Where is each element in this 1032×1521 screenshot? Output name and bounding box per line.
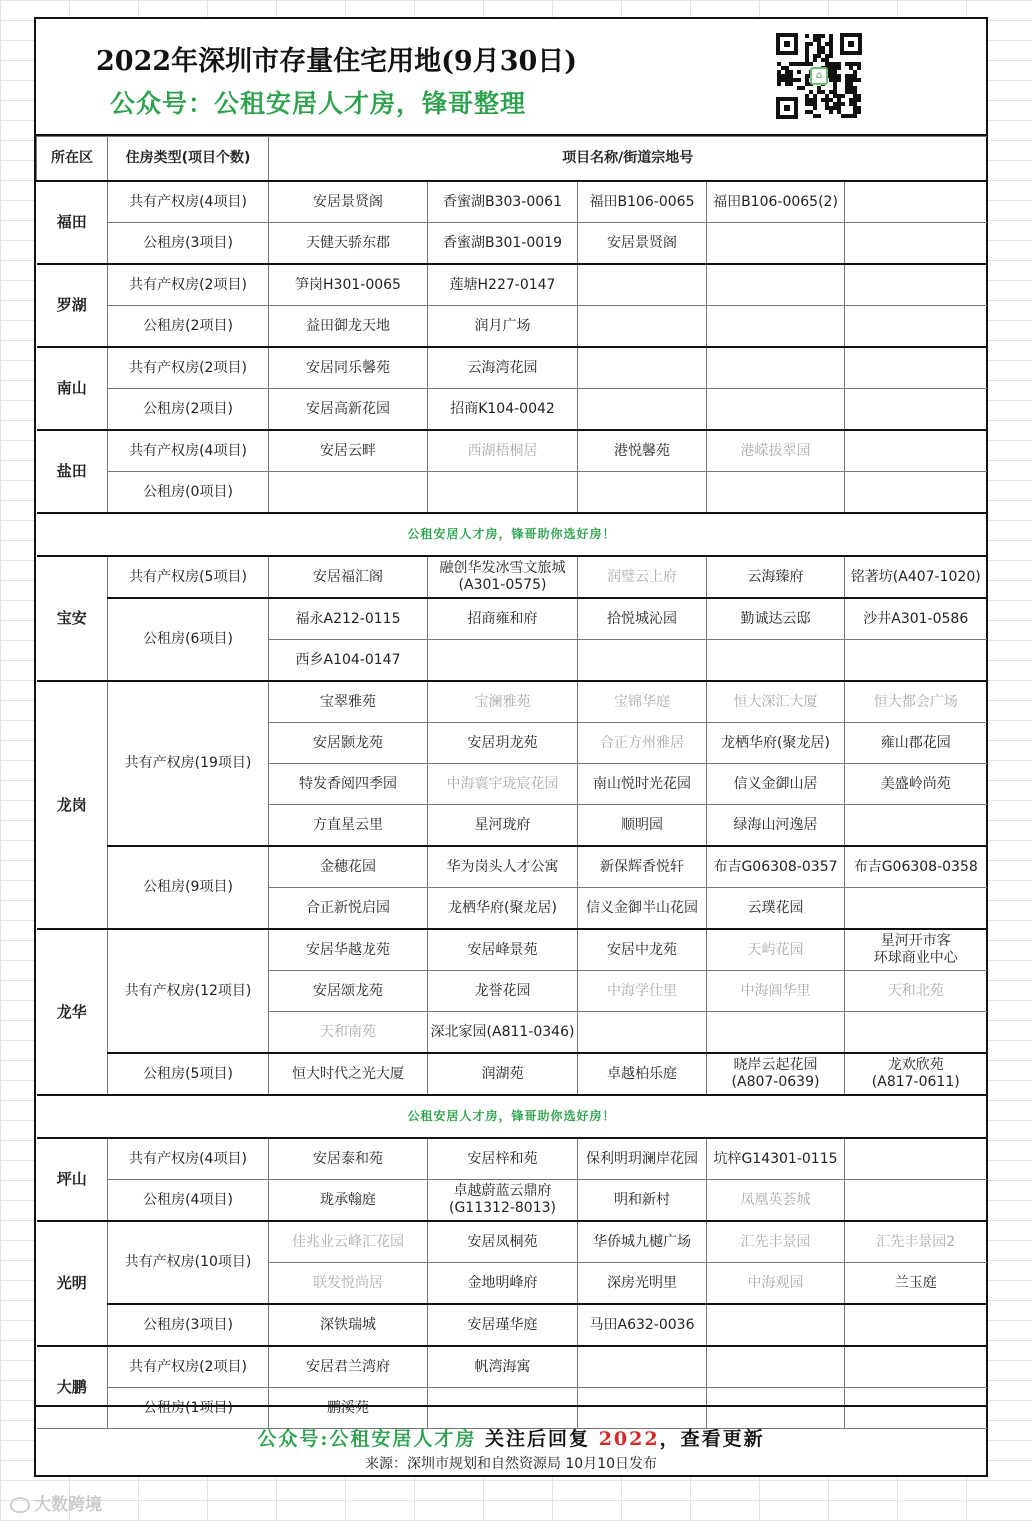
district-cell: 龙岗 [37,681,108,929]
project-name: 星河开市客 [880,933,951,949]
empty-cell [845,223,987,265]
project-cell [845,929,987,971]
project-cell: 天和北苑 [845,971,987,1012]
project-cell: 恒大深汇大厦 [707,681,845,723]
district-cell: 龙华 [37,929,108,1095]
qr-module [797,78,801,82]
column-header-type: 住房类型(项目个数) [108,137,269,182]
project-cell: 安居凤桐苑 [428,1221,578,1263]
housing-type-cell: 共有产权房(2项目) [108,1346,269,1388]
qr-module [853,114,857,118]
empty-cell [845,430,987,472]
promo-row [37,513,987,556]
project-cell: 安居玥龙苑 [428,723,578,764]
table-row [37,681,987,723]
empty-cell [707,640,845,682]
qr-module [841,94,845,98]
empty-cell [578,472,707,514]
qr-module [821,34,825,38]
empty-cell [845,1346,987,1388]
project-cell: 顺明园 [578,805,707,847]
footer-callout [36,1424,986,1451]
table-row [37,929,987,971]
project-cell: 天健天骄东郡 [269,223,428,265]
project-cell: 西乡A104-0147 [269,640,428,682]
project-cell: 星河珑府 [428,805,578,847]
project-cell: 安居华越龙苑 [269,929,428,971]
qr-module [837,66,841,70]
project-cell: 深房光明里 [578,1263,707,1305]
empty-cell [578,347,707,389]
housing-type-cell: 公租房(5项目) [108,1053,269,1095]
empty-cell [845,472,987,514]
qr-module [837,78,841,82]
document-sheet [34,17,988,1477]
district-cell: 盐田 [37,430,108,513]
project-cell: 润湖苑 [428,1053,578,1095]
project-cell: 益田御龙天地 [269,306,428,348]
empty-cell [845,389,987,431]
project-cell: 新保辉香悦轩 [578,846,707,888]
qr-module [809,62,813,66]
project-cell: 合正方州雅居 [578,723,707,764]
district-cell: 宝安 [37,556,108,681]
project-cell: 拾悦城沁园 [578,598,707,640]
project-cell: 华侨城九樾广场 [578,1221,707,1263]
housing-type-cell: 公租房(2项目) [108,306,269,348]
qr-module [789,82,793,86]
project-name: 环球商业中心 [873,950,958,966]
project-name: 融创华发冰雪文旅城 [439,560,566,576]
project-cell: 安居颂龙苑 [269,971,428,1012]
table-row [37,846,987,888]
housing-type-cell: 共有产权房(2项目) [108,347,269,389]
reply-keyword: 2022 [598,1428,660,1450]
project-cell: 雍山郡花园 [845,723,987,764]
project-cell: 安居同乐馨苑 [269,347,428,389]
project-cell: 卓越柏乐庭 [578,1053,707,1095]
housing-type-cell: 共有产权房(5项目) [108,556,269,598]
project-cell: 福田B106-0065(2) [707,181,845,223]
more-text: ，查看更新 [659,1428,765,1450]
project-cell: 中海寰宇珑宸花园 [428,764,578,805]
project-cell: 恒大都会广场 [845,681,987,723]
district-cell: 福田 [37,181,108,264]
table-row [37,1180,987,1222]
table-row [37,1138,987,1180]
project-cell: 香蜜湖B303-0061 [428,181,578,223]
watermark [10,1490,102,1515]
project-cell: 港嵘拔翠园 [707,430,845,472]
table-row [37,223,987,265]
qr-finder-marker [840,33,862,55]
empty-cell [845,888,987,930]
project-cell: 布吉G06308-0357 [707,846,845,888]
housing-type-cell: 共有产权房(2项目) [108,264,269,306]
empty-cell [845,181,987,223]
project-cell [707,1053,845,1095]
project-cell: 龙誉花园 [428,971,578,1012]
project-cell: 福田B106-0065 [578,181,707,223]
empty-cell [578,389,707,431]
project-cell: 安居云畔 [269,430,428,472]
empty-cell [428,472,578,514]
empty-cell [707,472,845,514]
project-cell: 特发香阅四季园 [269,764,428,805]
qr-finder-marker [776,33,798,55]
project-cell: 安居君兰湾府 [269,1346,428,1388]
project-cell: 中海学仕里 [578,971,707,1012]
housing-type-cell: 公租房(0项目) [108,472,269,514]
project-cell: 安居高新花园 [269,389,428,431]
empty-cell [845,306,987,348]
project-cell: 中海观园 [707,1263,845,1305]
empty-cell [578,264,707,306]
table-row [37,389,987,431]
housing-type-cell: 公租房(3项目) [108,223,269,265]
housing-type-cell: 共有产权房(10项目) [108,1221,269,1304]
page-subtitle: 公众号：公租安居人才房，锋哥整理 [110,89,527,118]
housing-type-cell: 共有产权房(12项目) [108,929,269,1053]
housing-type-cell: 共有产权房(19项目) [108,681,269,846]
project-cell: 帆湾海寓 [428,1346,578,1388]
district-cell: 光明 [37,1221,108,1346]
project-cell: 中海阊华里 [707,971,845,1012]
project-cell: 勤诚达云邸 [707,598,845,640]
empty-cell [707,1346,845,1388]
qr-module [857,110,861,114]
district-cell: 罗湖 [37,264,108,347]
empty-cell [428,640,578,682]
qr-module [829,110,833,114]
project-cell: 龙栖华府(聚龙居) [707,723,845,764]
empty-cell [707,264,845,306]
empty-cell [707,1012,845,1054]
empty-cell [578,1012,707,1054]
project-cell: 沙井A301-0586 [845,598,987,640]
empty-cell [845,640,987,682]
qr-module [813,58,817,62]
empty-cell [707,1304,845,1346]
empty-cell [707,347,845,389]
project-cell: 云海臻府 [707,556,845,598]
watermark-text: 大数跨境 [34,1495,102,1515]
project-cell [428,1180,578,1222]
housing-type-cell: 公租房(6项目) [108,598,269,681]
follow-text: 关注后回复 [485,1428,591,1450]
empty-cell [578,1346,707,1388]
project-cell: 凤凰英荟城 [707,1180,845,1222]
page-title: 2022年深圳市存量住宅用地(9月30日) [96,46,578,77]
project-cell: 宝澜雅苑 [428,681,578,723]
empty-cell [845,264,987,306]
project-cell: 润璧云上府 [578,556,707,598]
project-name: 晓岸云起花园 [733,1057,818,1073]
empty-cell [845,1138,987,1180]
district-cell: 坪山 [37,1138,108,1221]
project-cell: 佳兆业云峰汇花园 [269,1221,428,1263]
district-cell: 南山 [37,347,108,430]
qr-code-icon [776,33,862,119]
table-row [37,430,987,472]
project-cell: 龙栖华府(聚龙居) [428,888,578,930]
housing-type-cell: 共有产权房(4项目) [108,1138,269,1180]
project-cell: 鹏溪苑 [269,1388,428,1429]
table-row [37,264,987,306]
project-cell: 深北家园(A811-0346) [428,1012,578,1054]
project-cell: 恒大时代之光大厦 [269,1053,428,1095]
project-cell [845,1053,987,1095]
header [36,19,986,136]
project-cell: 华为岗头人才公寓 [428,846,578,888]
table-row [37,1304,987,1346]
project-name: 卓越蔚蓝云鼎府 [453,1183,552,1199]
district-cell: 大鹏 [37,1346,108,1429]
project-cell: 安居峰景苑 [428,929,578,971]
qr-module [797,70,801,74]
project-cell: 汇先丰景园2 [845,1221,987,1263]
project-cell: 兰玉庭 [845,1263,987,1305]
project-cell: 安居颢龙苑 [269,723,428,764]
weibo-logo-icon [10,1497,30,1513]
project-cell: 安居瑾华庭 [428,1304,578,1346]
qr-module [801,86,805,90]
project-cell: 安居景贤阁 [578,223,707,265]
project-cell: 珑承翰庭 [269,1180,428,1222]
promo-row [37,1095,987,1138]
column-header-projects: 项目名称/街道宗地号 [269,137,987,182]
project-cell: 西湖梧桐居 [428,430,578,472]
project-cell: 宝翠雅苑 [269,681,428,723]
project-cell: 天和南苑 [269,1012,428,1054]
qr-module [857,98,861,102]
empty-cell [707,223,845,265]
project-cell: 宝锦华庭 [578,681,707,723]
empty-cell [845,1304,987,1346]
table-row [37,306,987,348]
housing-type-cell: 共有产权房(4项目) [108,181,269,223]
project-cell: 润月广场 [428,306,578,348]
project-cell: 安居梓和苑 [428,1138,578,1180]
project-cell: 布吉G06308-0358 [845,846,987,888]
project-cell: 明和新村 [578,1180,707,1222]
source-note: 来源：深圳市规划和自然资源局 10月10日发布 [364,1456,658,1472]
parcel-number: (A807-0639) [731,1074,820,1090]
qr-module [857,78,861,82]
project-cell: 保利明玥澜岸花园 [578,1138,707,1180]
empty-cell [845,1012,987,1054]
housing-type-cell: 公租房(1项目) [108,1388,269,1429]
table-row [37,347,987,389]
project-cell: 合正新悦启园 [269,888,428,930]
project-cell: 深铁瑞城 [269,1304,428,1346]
table-row [37,472,987,514]
project-cell: 联发悦尚居 [269,1263,428,1305]
qr-module [809,42,813,46]
parcel-number: (A301-0575) [458,577,547,593]
footer [36,1405,986,1477]
housing-type-cell: 公租房(4项目) [108,1180,269,1222]
qr-finder-marker [776,97,798,119]
housing-type-cell: 公租房(2项目) [108,389,269,431]
empty-cell [845,347,987,389]
project-cell: 安居中龙苑 [578,929,707,971]
qr-module [813,106,817,110]
empty-cell [845,805,987,847]
project-cell: 铭著坊(A407-1020) [845,556,987,598]
project-cell: 马田A632-0036 [578,1304,707,1346]
table-row [37,556,987,598]
housing-type-cell: 公租房(3项目) [108,1304,269,1346]
parcel-number: (A817-0611) [871,1074,960,1090]
project-cell: 笋岗H301-0065 [269,264,428,306]
qr-module [805,34,809,38]
project-cell: 招商雍和府 [428,598,578,640]
empty-cell [707,389,845,431]
project-name: 龙欢欣苑 [887,1057,944,1073]
project-cell: 天屿花园 [707,929,845,971]
project-cell: 汇先丰景园 [707,1221,845,1263]
table-row [37,1221,987,1263]
qr-module [841,102,845,106]
project-cell: 福永A212-0115 [269,598,428,640]
account-name: 公众号:公租安居人才房 [257,1428,477,1450]
empty-cell [269,472,428,514]
table-row [37,1053,987,1095]
parcel-number: (G11312-8013) [449,1200,556,1216]
project-cell: 方直星云里 [269,805,428,847]
empty-cell [578,306,707,348]
housing-type-cell: 公租房(9项目) [108,846,269,929]
table-row [37,181,987,223]
project-cell: 安居福汇阁 [269,556,428,598]
qr-module [777,82,781,86]
housing-table [36,136,987,1429]
qr-module [817,114,821,118]
column-header-district: 所在区 [37,137,108,182]
project-cell: 美盛岭尚苑 [845,764,987,805]
project-cell: 安居泰和苑 [269,1138,428,1180]
project-cell: 港悦馨苑 [578,430,707,472]
housing-type-cell: 共有产权房(4项目) [108,430,269,472]
table-header-row [37,137,987,182]
project-cell: 云璞花园 [707,888,845,930]
project-cell: 安居景贤阁 [269,181,428,223]
promo-banner: 公租安居人才房，锋哥助你选好房！ [37,513,987,556]
project-cell: 招商K104-0042 [428,389,578,431]
empty-cell [578,640,707,682]
qr-module [829,54,833,58]
project-cell: 金地明峰府 [428,1263,578,1305]
empty-cell [707,306,845,348]
table-row [37,1346,987,1388]
project-cell: 绿海山河逸居 [707,805,845,847]
empty-cell [845,1180,987,1222]
project-cell: 信义金御半山花园 [578,888,707,930]
project-cell: 香蜜湖B301-0019 [428,223,578,265]
qr-module [857,66,861,70]
project-cell: 金穗花园 [269,846,428,888]
project-cell: 坑梓G14301-0115 [707,1138,845,1180]
project-cell: 云海湾花园 [428,347,578,389]
promo-banner: 公租安居人才房，锋哥助你选好房！ [37,1095,987,1138]
project-cell: 南山悦时光花园 [578,764,707,805]
project-cell: 信义金御山居 [707,764,845,805]
house-logo-icon: ⌂ [810,67,828,85]
project-cell: 莲塘H227-0147 [428,264,578,306]
project-cell [428,556,578,598]
table-row [37,598,987,640]
